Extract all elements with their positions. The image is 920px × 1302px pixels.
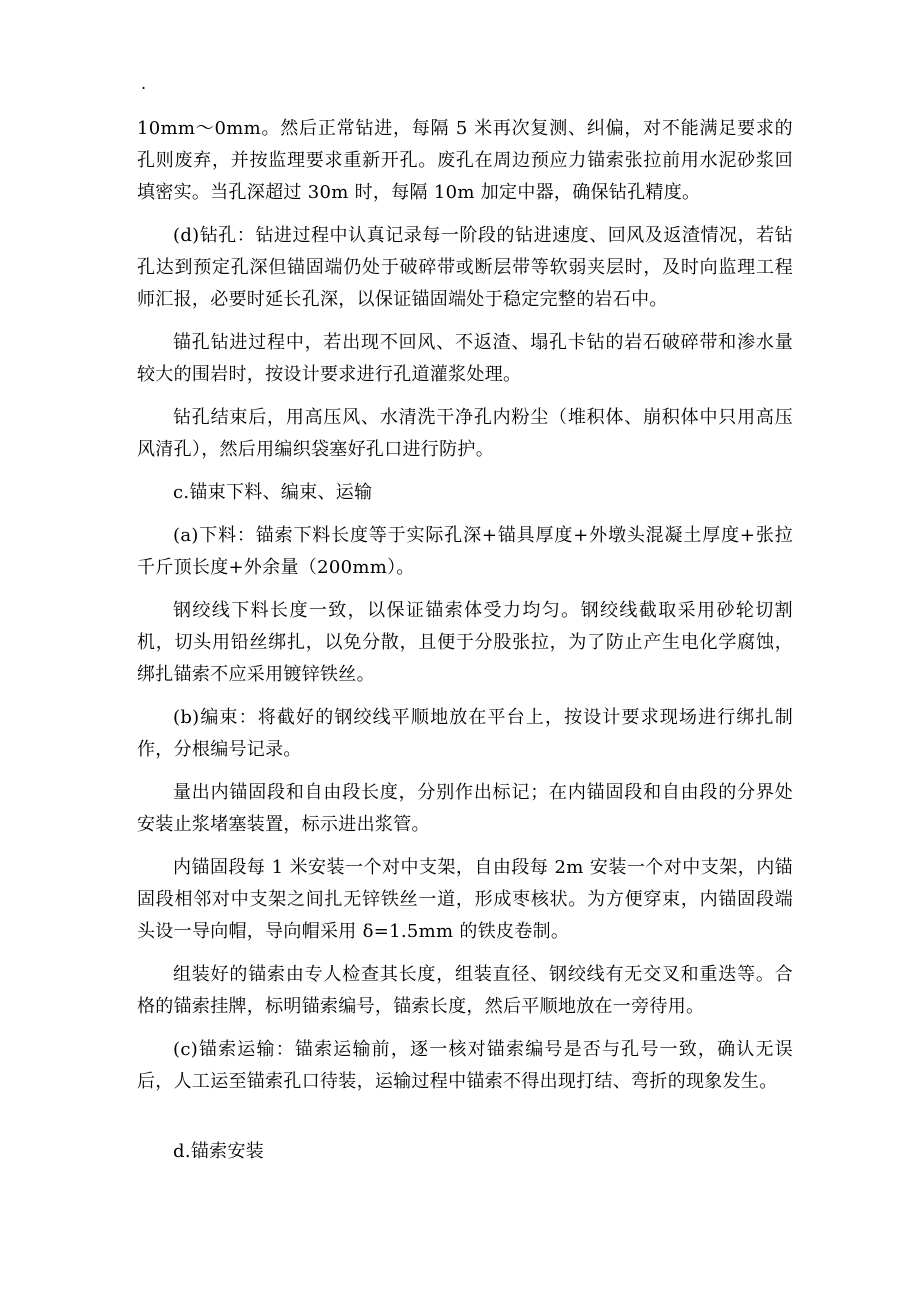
paragraph-drilling-correction: 10mm～0mm。然后正常钻进，每隔 5 米再次复测、纠偏，对不能满足要求的孔则废弃，并按监理要求重新开孔。废孔在周边预应力锚索张拉前用水泥砂浆回填密实。当孔深超过 30m 时，每隔 10m 加定中器，确保钻孔精度。 [137, 118, 793, 203]
section-heading-d: d.锚索安装 [173, 1141, 265, 1162]
paragraph-grouting-treatment: 锚孔钻进过程中，若出现不回风、不返渣、塌孔卡钻的岩石破碎带和渗水量较大的围岩时，按设计要求进行孔道灌浆处理。 [137, 332, 793, 385]
page-marker-dot: . [141, 74, 147, 93]
paragraph-inspection: 组装好的锚索由专人检查其长度，组装直径、钢绞线有无交叉和重迭等。合格的锚索挂牌，标明锚索编号，锚索长度，然后平顺地放在一旁待用。 [137, 964, 793, 1017]
section-heading-c: c.锚束下料、编束、运输 [173, 482, 373, 503]
paragraph-centering-brackets: 内锚固段每 1 米安装一个对中支架，自由段每 2m 安装一个对中支架，内锚固段相邻对中支架之间扎无锌铁丝一道，形成枣核状。为方便穿束，内锚固段端头设一导向帽，导向帽采用 δ=1.5mm 的铁皮卷制。 [137, 857, 793, 942]
paragraph-hole-cleaning: 钻孔结束后，用高压风、水清洗干净孔内粉尘（堆积体、崩积体中只用高压风清孔），然后用编织袋塞好孔口进行防护。 [137, 407, 793, 460]
paragraph-transport-c: (c)锚索运输：锚索运输前，逐一核对锚索编号是否与孔号一致，确认无误后，人工运至锚索孔口待装，运输过程中锚索不得出现打结、弯折的现象发生。 [137, 1039, 793, 1092]
paragraph-segment-marking: 量出内锚固段和自由段长度，分别作出标记；在内锚固段和自由段的分界处安装止浆堵塞装置，标示进出浆管。 [137, 782, 793, 835]
paragraph-cutting-a: (a)下料：锚索下料长度等于实际孔深+锚具厚度+外墩头混凝土厚度+张拉千斤顶长度+外余量（200mm）。 [137, 525, 793, 578]
paragraph-strand-cutting: 钢绞线下料长度一致，以保证锚索体受力均匀。钢绞线截取采用砂轮切割机，切头用铅丝绑扎，以免分散，且便于分股张拉，为了防止产生电化学腐蚀，绑扎锚索不应采用镀锌铁丝。 [137, 600, 793, 685]
paragraph-drilling-d: (d)钻孔：钻进过程中认真记录每一阶段的钻进速度、回风及返渣情况，若钻孔达到预定孔深但锚固端仍处于破碎带或断层带等软弱夹层时，及时向监理工程师汇报，必要时延长孔深，以保证锚固端处于稳定完整的岩石中。 [137, 225, 793, 310]
paragraph-bundling-b: (b)编束：将截好的钢绞线平顺地放在平台上，按设计要求现场进行绑扎制作，分根编号记录。 [137, 707, 793, 760]
document-body [137, 113, 793, 1179]
